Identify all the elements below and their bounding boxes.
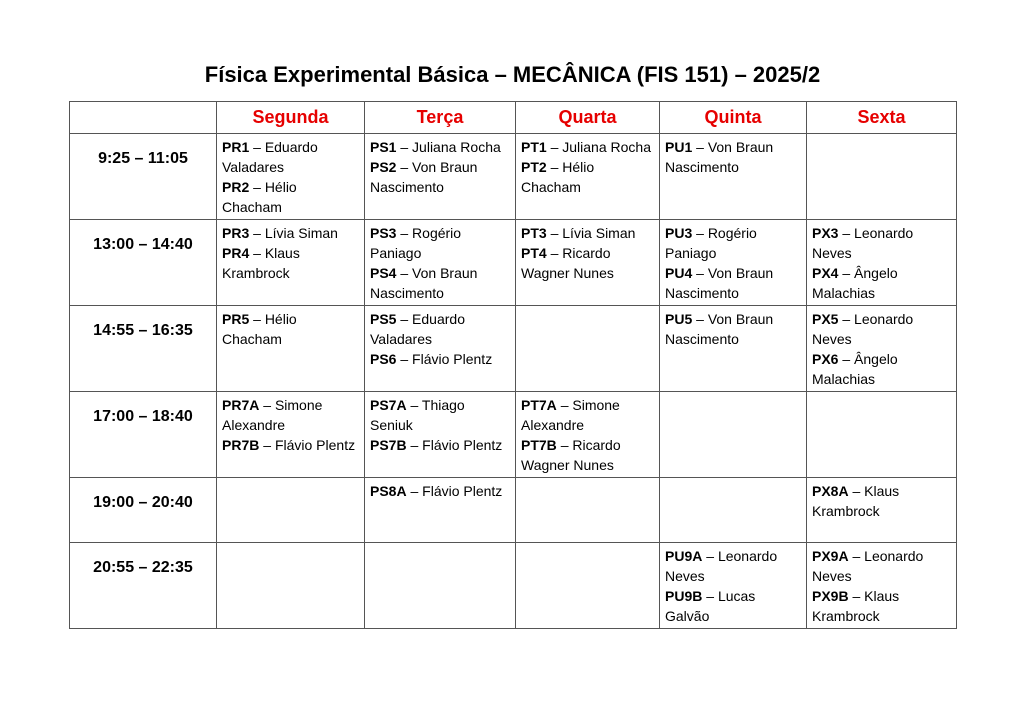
schedule-cell-segunda-2 <box>217 306 365 392</box>
class-entry <box>665 546 802 586</box>
instructor-name: Von Braun Nascimento <box>370 159 478 195</box>
class-entry <box>812 263 952 303</box>
entry-separator: – <box>253 225 261 241</box>
entry-separator: – <box>253 139 261 155</box>
schedule-row-0 <box>70 134 957 220</box>
entry-separator: – <box>560 437 569 453</box>
instructor-name: Simone Alexandre <box>521 397 620 433</box>
schedule-cell-quarta-0 <box>516 134 660 220</box>
instructor-name: Simone Alexandre <box>222 397 323 433</box>
schedule-cell-quarta-1 <box>516 220 660 306</box>
entry-separator: – <box>400 225 409 241</box>
schedule-cell-sexta-4 <box>807 478 957 543</box>
day-header-quarta: Quarta <box>516 102 660 134</box>
entry-separator: – <box>842 265 851 281</box>
class-code: PU1 <box>665 139 693 155</box>
schedule-cell-terca-0 <box>365 134 516 220</box>
class-code: PS3 <box>370 225 397 241</box>
class-code: PX9B <box>812 588 849 604</box>
instructor-name: Hélio Chacham <box>521 159 595 195</box>
class-entry <box>665 137 802 177</box>
schedule-cell-segunda-4 <box>217 478 365 543</box>
day-header-segunda: Segunda <box>217 102 365 134</box>
class-entry <box>665 309 802 349</box>
class-entry <box>222 309 360 349</box>
class-entry <box>521 157 655 197</box>
entry-separator: – <box>852 588 861 604</box>
class-code: PS2 <box>370 159 397 175</box>
class-entry <box>370 349 511 369</box>
entry-separator: – <box>706 588 715 604</box>
entry-separator: – <box>550 139 559 155</box>
class-code: PU9A <box>665 548 703 564</box>
class-entry <box>222 395 360 435</box>
class-entry <box>812 349 952 389</box>
entry-separator: – <box>410 483 419 499</box>
instructor-name: Von Braun Nascimento <box>665 139 774 175</box>
class-entry <box>370 223 511 263</box>
class-code: PS6 <box>370 351 397 367</box>
class-code: PS4 <box>370 265 397 281</box>
instructor-name: Von Braun Nascimento <box>665 311 774 347</box>
class-code: PS5 <box>370 311 397 327</box>
instructor-name: Lívia Siman <box>562 225 636 241</box>
schedule-cell-terca-3 <box>365 392 516 478</box>
class-code: PS8A <box>370 483 407 499</box>
class-code: PS7B <box>370 437 407 453</box>
class-code: PU3 <box>665 225 693 241</box>
instructor-name: Leonardo Neves <box>812 225 914 261</box>
class-code: PT1 <box>521 139 547 155</box>
time-slot-label: 9:25 – 11:05 <box>70 134 217 220</box>
class-code: PX4 <box>812 265 839 281</box>
time-slot-label: 20:55 – 22:35 <box>70 543 217 629</box>
schedule-cell-sexta-2 <box>807 306 957 392</box>
entry-separator: – <box>696 225 704 241</box>
instructor-name: Ângelo Malachias <box>812 351 898 387</box>
entry-separator: – <box>253 179 261 195</box>
class-entry <box>665 586 802 626</box>
instructor-name: Leonardo Neves <box>812 311 914 347</box>
entry-separator: – <box>550 225 559 241</box>
class-entry <box>222 435 360 455</box>
schedule-cell-segunda-3 <box>217 392 365 478</box>
time-column-header <box>70 102 217 134</box>
schedule-cell-sexta-0 <box>807 134 957 220</box>
class-code: PT7A <box>521 397 557 413</box>
class-entry <box>665 223 802 263</box>
entry-separator: – <box>842 225 851 241</box>
class-entry <box>370 263 511 303</box>
entry-separator: – <box>400 311 409 327</box>
class-code: PR4 <box>222 245 250 261</box>
instructor-name: Ricardo Wagner Nunes <box>521 245 614 281</box>
schedule-cell-sexta-3 <box>807 392 957 478</box>
schedule-cell-quarta-5 <box>516 543 660 629</box>
class-entry <box>370 395 511 435</box>
instructor-name: Flávio Plentz <box>422 437 503 453</box>
schedule-cell-quinta-0 <box>660 134 807 220</box>
class-entry <box>222 223 360 243</box>
class-entry <box>812 223 952 263</box>
class-entry <box>370 309 511 349</box>
schedule-cell-quarta-2 <box>516 306 660 392</box>
class-entry <box>812 309 952 349</box>
class-code: PS7A <box>370 397 407 413</box>
schedule-cell-quarta-4 <box>516 478 660 543</box>
class-code: PX9A <box>812 548 849 564</box>
entry-separator: – <box>842 351 851 367</box>
schedule-cell-sexta-1 <box>807 220 957 306</box>
schedule-cell-segunda-5 <box>217 543 365 629</box>
schedule-row-2 <box>70 306 957 392</box>
class-code: PR1 <box>222 139 250 155</box>
schedule-row-5 <box>70 543 957 629</box>
instructor-name: Thiago Seniuk <box>370 397 465 433</box>
schedule-cell-quinta-4 <box>660 478 807 543</box>
schedule-cell-terca-4 <box>365 478 516 543</box>
instructor-name: Juliana Rocha <box>412 139 501 155</box>
time-slot-label: 17:00 – 18:40 <box>70 392 217 478</box>
schedule-cell-sexta-5 <box>807 543 957 629</box>
class-code: PR7A <box>222 397 260 413</box>
instructor-name: Klaus Krambrock <box>222 245 300 281</box>
instructor-name: Von Braun Nascimento <box>370 265 478 301</box>
class-entry <box>521 223 655 243</box>
time-slot-label: 19:00 – 20:40 <box>70 478 217 543</box>
class-entry <box>665 263 802 303</box>
class-entry <box>222 243 360 283</box>
entry-separator: – <box>263 397 272 413</box>
instructor-name: Leonardo Neves <box>812 548 924 584</box>
schedule-cell-quinta-1 <box>660 220 807 306</box>
class-entry <box>521 395 655 435</box>
instructor-name: Flávio Plentz <box>274 437 356 453</box>
entry-separator: – <box>842 311 851 327</box>
entry-separator: – <box>696 139 704 155</box>
instructor-name: Rogério Paniago <box>665 225 757 261</box>
schedule-row-3 <box>70 392 957 478</box>
entry-separator: – <box>400 351 409 367</box>
schedule-cell-segunda-1 <box>217 220 365 306</box>
entry-separator: – <box>852 483 861 499</box>
entry-separator: – <box>550 245 559 261</box>
class-code: PT7B <box>521 437 557 453</box>
entry-separator: – <box>706 548 715 564</box>
instructor-name: Ângelo Malachias <box>812 265 898 301</box>
schedule-cell-quinta-5 <box>660 543 807 629</box>
instructor-name: Eduardo Valadares <box>222 139 318 175</box>
class-entry <box>222 177 360 217</box>
instructor-name: Klaus Krambrock <box>812 588 900 624</box>
class-code: PR3 <box>222 225 250 241</box>
entry-separator: – <box>550 159 559 175</box>
entry-separator: – <box>253 311 261 327</box>
instructor-name: Juliana Rocha <box>562 139 651 155</box>
schedule-table <box>69 101 957 629</box>
class-code: PU9B <box>665 588 703 604</box>
class-code: PU4 <box>665 265 693 281</box>
class-code: PU5 <box>665 311 693 327</box>
class-entry <box>812 481 952 521</box>
day-header-row <box>70 102 957 134</box>
class-entry <box>521 243 655 283</box>
instructor-name: Hélio Chacham <box>222 179 297 215</box>
entry-separator: – <box>263 437 272 453</box>
entry-separator: – <box>696 265 704 281</box>
day-header-terca: Terça <box>365 102 516 134</box>
instructor-name: Rogério Paniago <box>370 225 462 261</box>
class-code: PS1 <box>370 139 397 155</box>
instructor-name: Ricardo Wagner Nunes <box>521 437 621 473</box>
time-slot-label: 13:00 – 14:40 <box>70 220 217 306</box>
day-header-quinta: Quinta <box>660 102 807 134</box>
schedule-cell-segunda-0 <box>217 134 365 220</box>
schedule-cell-terca-1 <box>365 220 516 306</box>
page-title: Física Experimental Básica – MECÂNICA (FIS 151) – 2025/2 <box>204 62 821 87</box>
schedule-cell-quarta-3 <box>516 392 660 478</box>
instructor-name: Flávio Plentz <box>422 483 503 499</box>
schedule-cell-quinta-3 <box>660 392 807 478</box>
instructor-name: Lívia Siman <box>264 225 338 241</box>
class-entry <box>521 435 655 475</box>
class-entry <box>370 481 511 501</box>
entry-separator: – <box>400 159 409 175</box>
schedule-row-4 <box>70 478 957 543</box>
entry-separator: – <box>410 437 419 453</box>
instructor-name: Klaus Krambrock <box>812 483 900 519</box>
instructor-name: Leonardo Neves <box>665 548 778 584</box>
schedule-cell-terca-2 <box>365 306 516 392</box>
entry-separator: – <box>400 139 409 155</box>
entry-separator: – <box>410 397 419 413</box>
entry-separator: – <box>253 245 261 261</box>
class-code: PX6 <box>812 351 839 367</box>
schedule-row-1 <box>70 220 957 306</box>
instructor-name: Eduardo Valadares <box>370 311 465 347</box>
class-code: PX5 <box>812 311 839 327</box>
instructor-name: Hélio Chacham <box>222 311 297 347</box>
entry-separator: – <box>696 311 704 327</box>
entry-separator: – <box>852 548 861 564</box>
class-code: PT4 <box>521 245 547 261</box>
instructor-name: Flávio Plentz <box>412 351 493 367</box>
entry-separator: – <box>560 397 569 413</box>
class-entry <box>812 546 952 586</box>
class-code: PR2 <box>222 179 250 195</box>
class-code: PR7B <box>222 437 260 453</box>
time-slot-label: 14:55 – 16:35 <box>70 306 217 392</box>
class-entry <box>370 157 511 197</box>
class-entry <box>521 137 655 157</box>
class-code: PT2 <box>521 159 547 175</box>
class-entry <box>370 435 511 455</box>
schedule-cell-terca-5 <box>365 543 516 629</box>
day-header-sexta: Sexta <box>807 102 957 134</box>
class-entry <box>370 137 511 157</box>
class-entry <box>812 586 952 626</box>
class-code: PT3 <box>521 225 547 241</box>
class-code: PR5 <box>222 311 250 327</box>
entry-separator: – <box>400 265 409 281</box>
class-code: PX8A <box>812 483 849 499</box>
class-entry <box>222 137 360 177</box>
instructor-name: Lucas Galvão <box>665 588 756 624</box>
schedule-cell-quinta-2 <box>660 306 807 392</box>
class-code: PX3 <box>812 225 839 241</box>
instructor-name: Von Braun Nascimento <box>665 265 774 301</box>
